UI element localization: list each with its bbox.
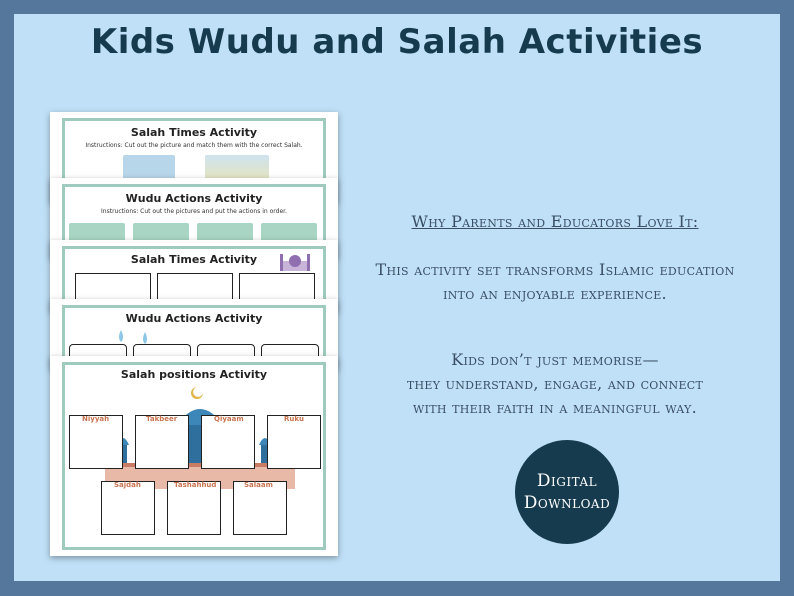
paragraph-1-line-2: into an enjoyable experience. [443,284,667,303]
paragraph-2-line-3: with their faith in a meaningful way. [412,398,698,417]
why-heading [340,210,770,234]
paragraph-2-line-1: Kids don’t just memorise— [451,350,659,369]
position-box-tashahhud [167,481,221,535]
position-box-sajdah [101,481,155,535]
position-label: Takbeer [146,415,178,423]
worksheet-instructions: Instructions: Cut out the picture and match them with the correct Salah. [85,142,303,149]
worksheet-title: Wudu Actions Activity [125,312,263,325]
worksheet-border [62,362,326,550]
badge-line-2: Download [523,493,611,513]
worksheet-title: Salah Times Activity [130,126,258,139]
worksheet-border [62,305,326,363]
page-title: Kids Wudu and Salah Activities [90,22,704,62]
mosque-icon [277,251,313,271]
position-label: Qiyaam [214,415,244,423]
position-label: Tashahhud [174,481,217,489]
position-label: Salaam [244,481,273,489]
position-label: Sajdah [114,481,141,489]
position-box-ruku [267,415,321,469]
worksheet-title: Salah positions Activity [120,368,268,381]
position-box-takbeer [135,415,189,469]
position-box-qiyaam [201,415,255,469]
position-label: Niyyah [82,415,110,423]
worksheet-border [62,246,326,306]
worksheet-title: Wudu Actions Activity [125,192,263,205]
digital-download-badge [515,440,619,544]
position-label: Ruku [284,415,305,423]
paragraph-2 [340,348,770,420]
worksheet-instructions: Instructions: Cut out the pictures and put the actions in order. [101,208,287,215]
position-box-niyyah [69,415,123,469]
paragraph-2-line-2: they understand, engage, and connect [406,374,704,393]
position-box-salaam [233,481,287,535]
worksheet-salah-positions [50,356,338,556]
paragraph-1 [340,258,770,306]
why-heading-text: Why Parents and Educators Love It: [411,212,699,231]
worksheet-title: Salah Times Activity [130,253,258,266]
badge-line-1: Digital [536,471,598,491]
paragraph-1-line-1: This activity set transforms Islamic education [375,260,735,279]
